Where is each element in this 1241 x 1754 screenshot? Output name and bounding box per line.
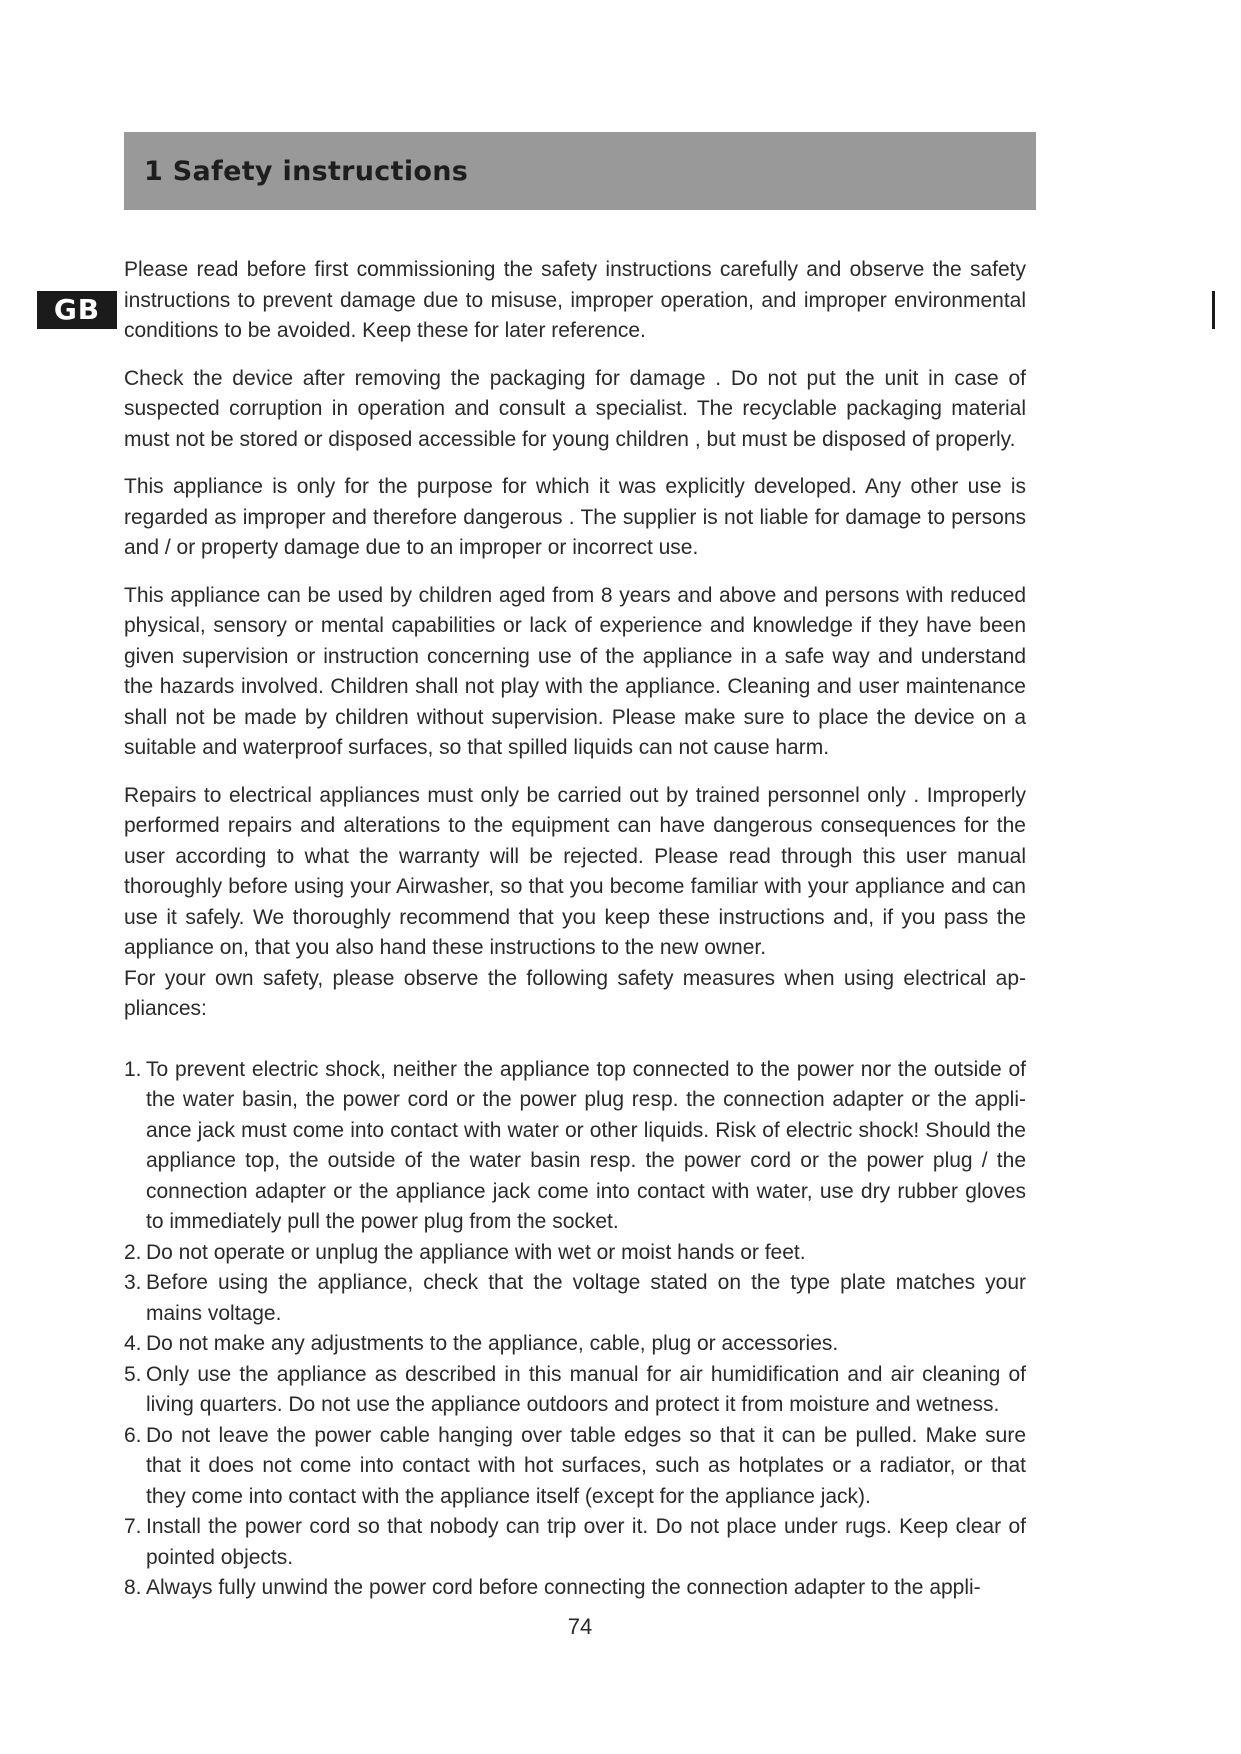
- safety-instruction-list: [124, 1055, 1026, 1604]
- page-number: 74: [567, 1614, 593, 1639]
- list-item-number: 3.: [124, 1271, 142, 1294]
- list-item: [124, 1360, 1026, 1421]
- list-item: [124, 1512, 1026, 1573]
- document-body: [124, 255, 1026, 1604]
- list-item-text: Do not leave the power cable hanging over table edges so that it can be pulled. Make sure that it does not come into contact with hot surfaces, such as hotplates or a radiator, or that they come into contact with the appliance itself (except for the appliance jack).: [146, 1423, 1026, 1508]
- list-item-number: 6.: [124, 1423, 142, 1447]
- list-item-text: Only use the appliance as described in this manual for air humidification and air cleaning of living quarters. Do not use the appliance outdoors and protect it from moisture and wetness.: [146, 1362, 1026, 1416]
- intended-use-paragraph: This appliance is only for the purpose for which it was explicitly developed. Any other use is regarded as improper and therefore dangerous . The supplier is not liable for damage to persons and / or property damage due to an improper or incorrect use.: [124, 475, 1026, 559]
- list-item: [124, 1268, 1026, 1329]
- list-item-number: 5.: [124, 1362, 142, 1386]
- list-item: [124, 1238, 1026, 1269]
- packaging-paragraph: Check the device after removing the packaging for damage . Do not put the unit in case of suspected corruption in operation and consult a specialist. The recyclable packaging material must not be stored or disposed accessible for young children , but must be disposed of properly.: [124, 366, 1026, 451]
- section-header-bar: [124, 132, 1036, 210]
- list-item-text: Always fully unwind the power cord before connecting the connection adapter to the appli-: [146, 1576, 981, 1599]
- list-item-number: 1.: [124, 1057, 142, 1081]
- children-paragraph: This appliance can be used by children aged from 8 years and above and persons with reduced physical, sensory or mental capabilities or lack of experience and knowledge if they have been given supervision or instruction concerning use of the appliance in a safe way and understand the hazards involved. Children shall not play with the appliance. Cleaning and user maintenance shall not be made by children without supervision. Please make sure to place the device on a suitable and waterproof surfaces, so that spilled liquids can not cause harm.: [124, 583, 1026, 759]
- safety-measures-intro: For your own safety, please observe the following safety measures when using electrical ap-pliances:: [124, 966, 1026, 1020]
- list-item-text: Before using the appliance, check that the voltage stated on the type plate matches your mains voltage.: [146, 1271, 1026, 1325]
- repairs-paragraph: Repairs to electrical appliances must only be carried out by trained personnel only . Improperly performed repairs and alterations to the equipment can have dangerous consequences for the user according to what the warranty will be rejected. Please read through this user manual thoroughly before using your Airwasher, so that you become familiar with your appliance and can use it safely. We thoroughly recommend that you keep these instructions and, if you pass the appliance on, that you also hand these instructions to the new owner.: [124, 783, 1026, 959]
- list-item-number: 8.: [124, 1576, 142, 1599]
- list-item: [124, 1329, 1026, 1360]
- list-item-text: Install the power cord so that nobody can trip over it. Do not place under rugs. Keep clear of pointed objects.: [146, 1515, 1026, 1569]
- list-item-number: 4.: [124, 1332, 142, 1355]
- intro-paragraph: Please read before first commissioning the safety instructions carefully and observe the safety instructions to prevent damage due to misuse, improper operation, and improper environmental conditions to be avoided. Keep these for later reference.: [124, 258, 1026, 342]
- list-item: [124, 1055, 1026, 1238]
- language-tab: GB: [37, 291, 117, 329]
- margin-marker: [1212, 291, 1215, 329]
- list-item-text: Do not operate or unplug the appliance with wet or moist hands or feet.: [146, 1240, 806, 1264]
- section-title: 1 Safety instructions: [144, 155, 469, 187]
- list-item-text: Do not make any adjustments to the appliance, cable, plug or accessories.: [146, 1332, 839, 1355]
- list-item: [124, 1573, 1026, 1604]
- list-item: [124, 1421, 1026, 1513]
- list-item-number: 7.: [124, 1515, 142, 1538]
- list-item-number: 2.: [124, 1240, 142, 1264]
- list-item-text: To prevent electric shock, neither the appliance top connected to the power nor the outside of the water basin, the power cord or the power plug resp. the connection adapter or the appli-ance jack must come into contact with water or other liquids. Risk of electric shock! Should the appliance top, the outside of the water basin resp. the power cord or the power plug / the connection adapter or the appliance jack come into contact with water, use dry rubber gloves to immediately pull the power plug from the socket.: [146, 1057, 1026, 1233]
